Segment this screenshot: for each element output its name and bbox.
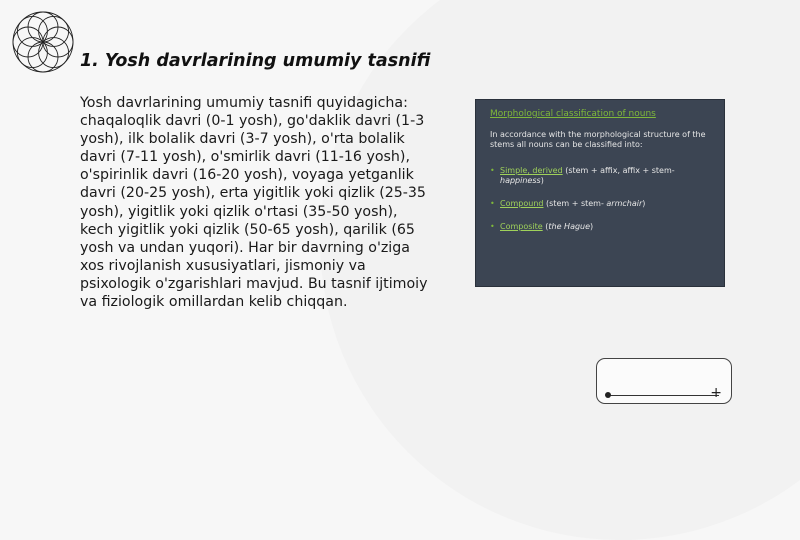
list-item-term: Simple, [500,166,533,175]
plus-icon[interactable]: + [710,385,722,401]
bullet-icon: • [490,199,495,208]
embedded-slide-list [486,166,714,232]
list-item-example: armchair [606,199,643,208]
list-item-term-2: derived [532,166,563,175]
list-item-example: the Hague [548,222,591,231]
list-item [486,199,714,209]
bullet-icon: • [490,222,495,231]
slide-title: 1. Yosh davrlarining umumiy tasnifi [80,51,431,71]
list-item-text: (stem + affix, affix + stem- [562,166,675,175]
list-item-text: ( [542,222,549,231]
player-progress-track[interactable] [608,395,719,396]
list-item-tail: ) [540,176,544,185]
list-item [486,222,714,232]
embedded-slide-image [475,99,725,287]
list-item-example: happiness [500,176,541,185]
list-item-tail: ) [642,199,646,208]
list-item [486,166,714,186]
bullet-icon: • [490,166,495,175]
media-player-control[interactable] [596,358,732,404]
decorative-circles-logo [4,3,82,81]
list-item-text: (stem + stem- [543,199,607,208]
list-item-tail: ) [590,222,594,231]
list-item-term: Composite [500,222,543,231]
embedded-slide-intro: In accordance with the morphological structure of the stems all nouns can be classified into: [490,130,706,149]
embedded-slide-title: Morphological classification of nouns [490,109,656,119]
slide-body-text: Yosh davrlarining umumiy tasnifi quyidagicha: chaqaloqlik davri (0-1 yosh), go'daklik davri (1-3 yosh), ilk bolalik davri (3-7 yosh), o'rta bolalik davri (7-11 yosh), o'smirlik davri (11-16 yosh), o'spirinlik davri (16-20 yosh), voyaga yetganlik davri (20-25 yosh), erta yigitlik yoki qizlik (25-35 yosh), yigitlik yoki qizlik o'rtasi (35-50 yosh), kech yigitlik yoki qizlik (50-65 yosh), qarilik (65 yosh va undan yuqori). Har bir davrning o'ziga xos rivojlanish xususiyatlari, jismoniy va psixologik o'zgarishlari mavjud. Bu tasnif ijtimoiy va fiziologik omillardan kelib chiqqan. [80,95,428,311]
list-item-term: Compound [500,199,544,208]
player-scrubber-handle[interactable] [605,392,611,398]
